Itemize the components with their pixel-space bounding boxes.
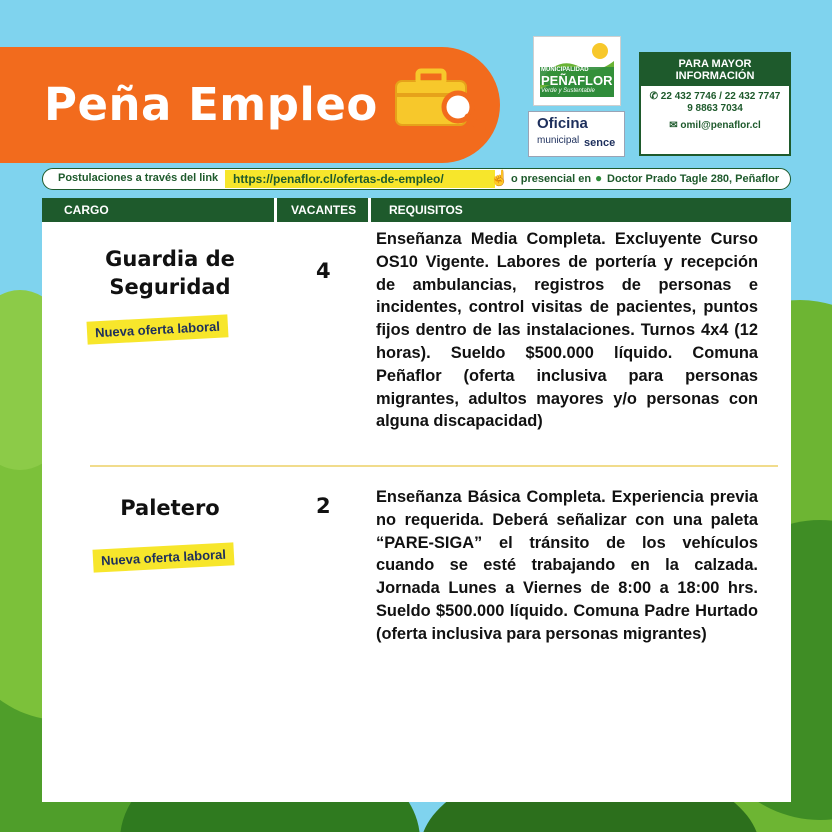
oficina-line2: municipal	[537, 135, 580, 146]
new-offer-badge: Nueva oferta laboral	[92, 542, 234, 572]
oficina-line1: Oficina	[537, 115, 588, 132]
mobile-number[interactable]: 9 8863 7034	[687, 103, 743, 114]
info-box	[639, 52, 791, 156]
location-pin-icon: ●	[595, 171, 603, 185]
muni-tagline: Verde y Sustentable	[541, 88, 595, 94]
mail-icon: ✉	[669, 120, 678, 131]
row-requisitos: Enseñanza Media Completa. Excluyente Curso OS10 Vigente. Labores de portería y recepción de ambulancias, registros de personas e incidentes, control visitas de pacientes, puntos fijos dentro de las instalaciones. Turnos 4x4 (12 horas). Sueldo $500.000 líquido. Comuna Peñaflor (oferta inclusiva para personas migrantes, adultos mayores y/o personas con alguna discapacidad)	[376, 230, 758, 431]
address-text: Doctor Prado Tagle 280, Peñaflor	[607, 173, 780, 185]
briefcase-search-icon	[392, 67, 488, 131]
header-divider	[274, 198, 277, 222]
page-title: Peña Empleo	[44, 78, 378, 131]
muni-line2: PEÑAFLOR	[541, 73, 613, 88]
link-prefix: Postulaciones a través del link	[58, 172, 219, 184]
phone-numbers[interactable]: 22 432 7746 / 22 432 7747	[660, 91, 781, 102]
new-offer-badge: Nueva oferta laboral	[86, 314, 228, 344]
email-line	[641, 120, 789, 132]
email-link[interactable]: omil@penaflor.cl	[680, 120, 761, 131]
row-cargo: Guardia de Seguridad	[105, 247, 235, 299]
muni-line1: MUNICIPALIDAD	[541, 67, 589, 73]
header-divider	[368, 198, 371, 222]
application-url-link[interactable]: https://penaflor.cl/ofertas-de-empleo/	[233, 172, 444, 186]
info-title: PARA MAYOR INFORMACIÓN	[641, 54, 789, 86]
header-cargo: CARGO	[64, 203, 109, 217]
phone-icon: ✆	[649, 91, 659, 102]
row-requisitos: Enseñanza Básica Completa. Experiencia previa no requerida. Deberá señalizar con una paleta “PARE-SIGA” el tránsito de los vehículos cuando se esté trabajando en la calzada. Jornada Lunes a Viernes de 8:00 a 18:00 hrs. Sueldo $500.000 líquido. Comuna Padre Hurtado (oferta inclusiva para personas migrantes)	[376, 488, 758, 643]
oficina-sence-logo	[528, 111, 625, 157]
row-vacantes: 4	[316, 259, 331, 283]
link-middle: o presencial en	[511, 173, 592, 185]
row-divider	[90, 465, 778, 467]
sence-brand: sence	[584, 137, 616, 149]
header-vacantes: VACANTES	[291, 203, 357, 217]
hand-pointer-icon: ☝	[490, 170, 509, 187]
row-cargo: Paletero	[120, 496, 220, 520]
table-header	[42, 198, 791, 222]
phone-line	[641, 91, 789, 103]
municipalidad-logo	[533, 36, 621, 106]
header-requisitos: REQUISITOS	[389, 203, 463, 217]
row-vacantes: 2	[316, 494, 331, 518]
